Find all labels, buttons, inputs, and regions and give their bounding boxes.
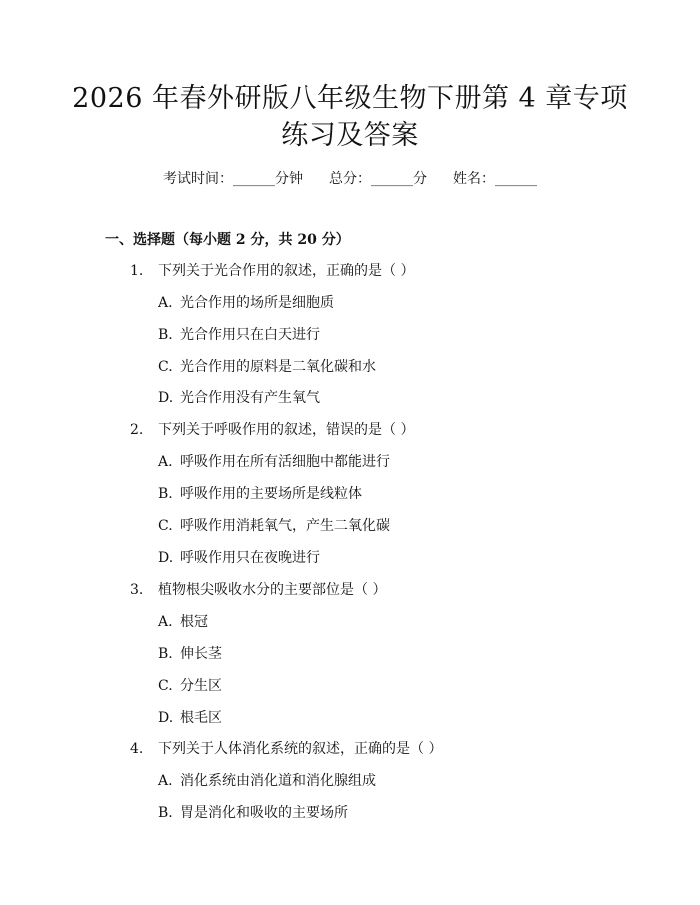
option-letter: A. [158,614,173,630]
option-item [158,485,362,503]
option-letter: D. [158,710,174,726]
option-letter: A. [158,295,173,311]
option-text: 光合作用只在白天进行 [180,327,320,343]
option-text: 光合作用没有产生氧气 [180,390,320,406]
option-letter: C. [158,678,173,694]
option-letter: B. [158,486,173,502]
option-text: 呼吸作用的主要场所是线粒体 [180,486,362,502]
option-letter: B. [158,327,173,343]
option-letter: D. [158,390,174,406]
option-letter: A. [158,773,173,789]
question-text: 下列关于呼吸作用的叙述，错误的是（ ） [158,422,415,438]
option-text: 胃是消化和吸收的主要场所 [180,805,348,821]
option-item [158,358,376,376]
option-item [158,645,222,663]
section-heading: 一、选择题（每小题 2 分，共 20 分） [105,232,350,248]
option-item [158,326,320,344]
total-score-field: 总分：______分 [329,171,427,187]
option-letter: C. [158,359,173,375]
option-text: 消化系统由消化道和消化腺组成 [180,773,376,789]
option-item [158,294,334,312]
option-text: 根冠 [180,614,208,630]
option-letter: D. [158,550,174,566]
option-text: 根毛区 [180,710,222,726]
exam-info-row [0,170,700,188]
option-item [158,677,222,695]
option-letter: C. [158,518,173,534]
option-item [158,549,320,567]
option-letter: B. [158,646,173,662]
question-number: 1. [130,263,144,279]
question-number: 2. [130,422,144,438]
question-number: 4. [130,741,144,757]
option-item [158,709,222,727]
option-text: 光合作用的场所是细胞质 [180,295,334,311]
question-text: 下列关于人体消化系统的叙述，正确的是（ ） [158,741,443,757]
option-item [158,517,390,535]
page-title-line-1: 2026 年春外研版八年级生物下册第 4 章专项 [72,83,628,114]
option-text: 分生区 [180,678,222,694]
option-item [158,453,390,471]
student-name-field: 姓名：______ [453,171,537,187]
option-item [158,804,348,822]
option-letter: A. [158,454,173,470]
exam-time-field: 考试时间：______分钟 [163,171,303,187]
question-text: 植物根尖吸收水分的主要部位是（ ） [158,582,387,598]
option-item [158,389,320,407]
option-item [158,613,208,631]
option-text: 呼吸作用在所有活细胞中都能进行 [180,454,390,470]
option-text: 光合作用的原料是二氧化碳和水 [180,359,376,375]
option-text: 呼吸作用只在夜晚进行 [180,550,320,566]
option-text: 伸长茎 [180,646,222,662]
option-text: 呼吸作用消耗氧气，产生二氧化碳 [180,518,390,534]
question-number: 3. [130,582,144,598]
option-item [158,772,376,790]
option-letter: B. [158,805,173,821]
page-title-line-2: 练习及答案 [281,120,419,151]
question-text: 下列关于光合作用的叙述，正确的是（ ） [158,263,415,279]
